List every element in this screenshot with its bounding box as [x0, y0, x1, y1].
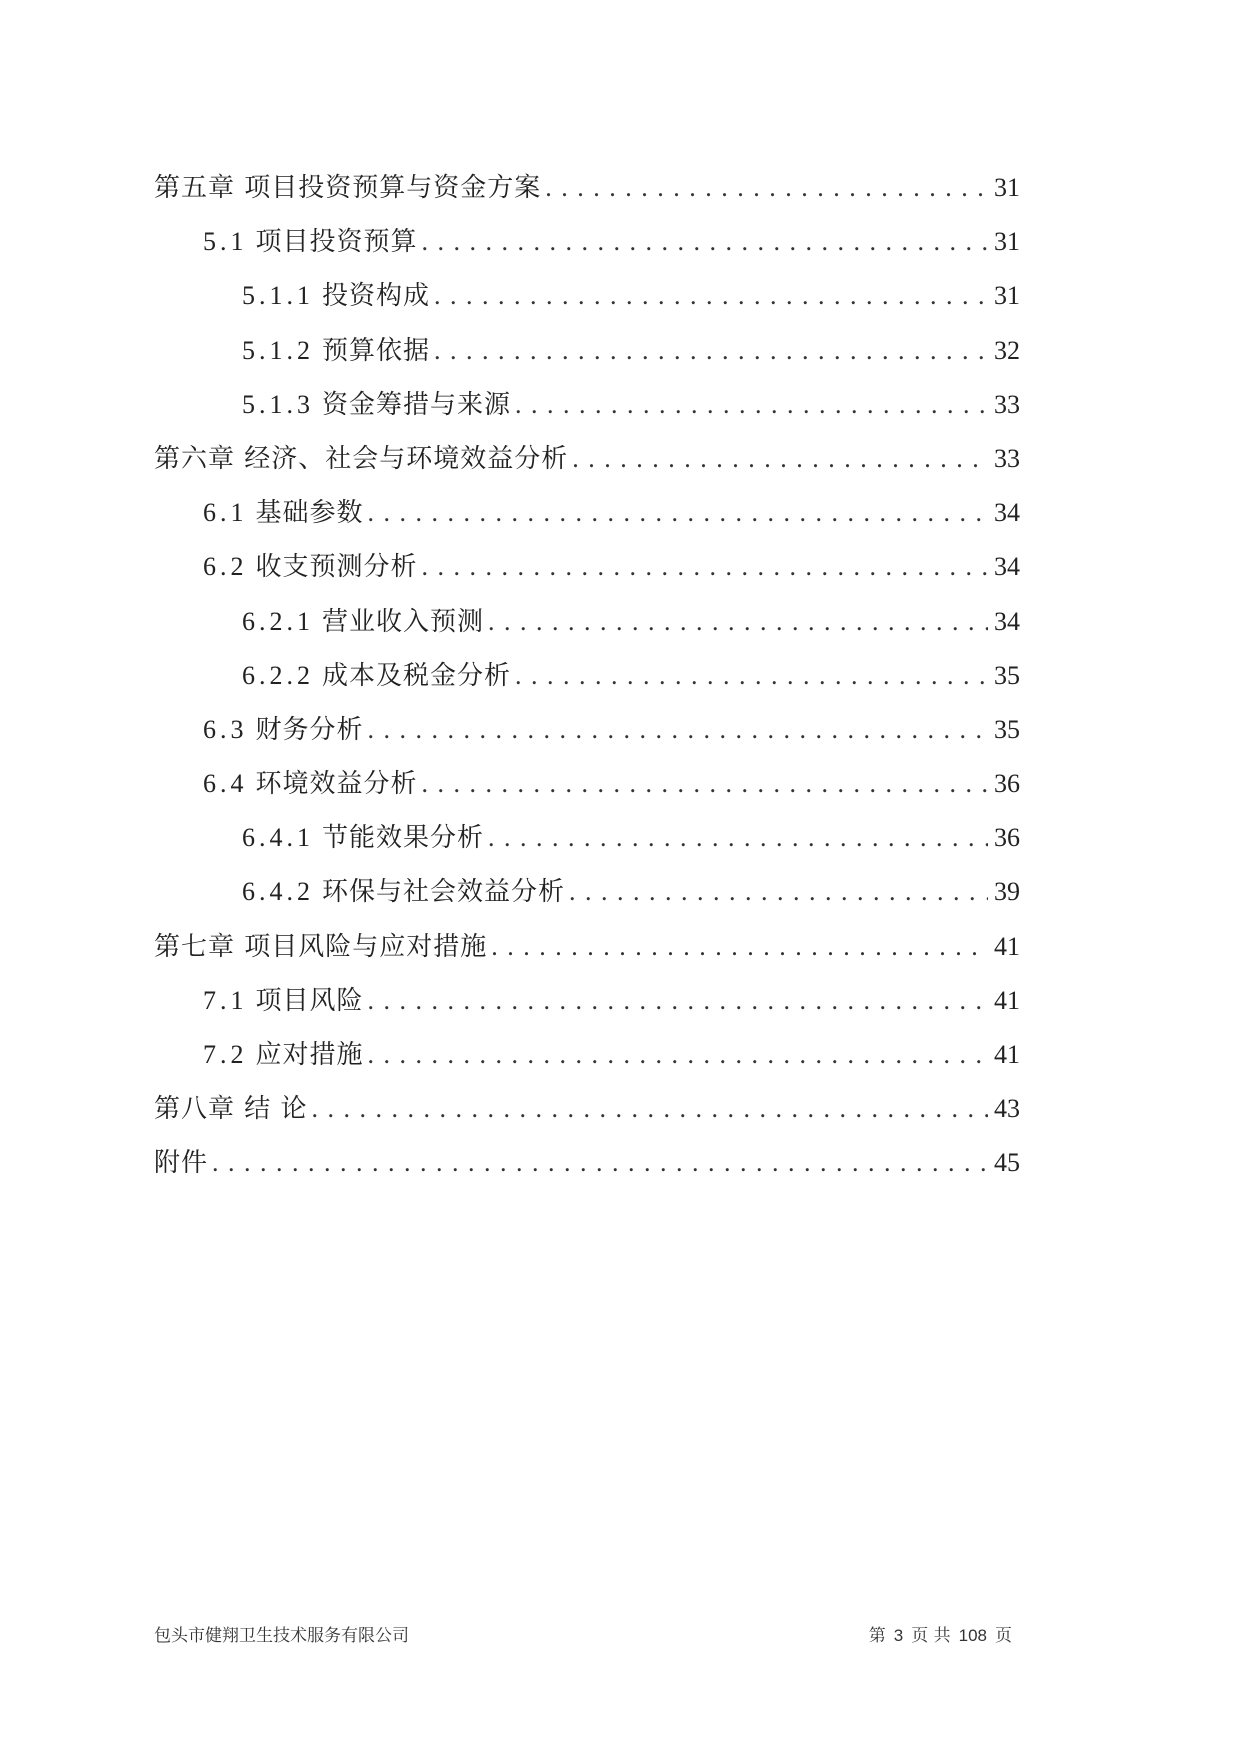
- toc-entry-title: 第五章 项目投资预算与资金方案: [154, 173, 542, 203]
- toc-entry[interactable]: [154, 811, 1020, 865]
- toc-entry-page: 35: [994, 714, 1020, 744]
- toc-entry-page: 41: [994, 931, 1020, 961]
- toc-entry-page: 41: [994, 985, 1020, 1015]
- toc-entry-number: 6.1: [203, 498, 248, 528]
- toc-dot-leader: [434, 324, 988, 378]
- toc-entry[interactable]: [154, 865, 1020, 919]
- toc-entry-title: 应对措施: [255, 1040, 364, 1070]
- toc-entry-number: 7.1: [203, 985, 248, 1015]
- toc-entry[interactable]: [154, 974, 1020, 1028]
- toc-dot-leader: [572, 432, 988, 486]
- footer-page-total: 108: [958, 1626, 987, 1645]
- toc-entry-title: 基础参数: [255, 498, 364, 529]
- toc-entry-title: 第八章 结 论: [154, 1094, 308, 1125]
- toc-dot-leader: [488, 811, 988, 865]
- toc-entry-title: 成本及税金分析: [322, 660, 512, 691]
- toc-dot-leader: [434, 269, 988, 323]
- toc-entry-page: 34: [994, 552, 1020, 582]
- toc-entry-page: 41: [994, 1040, 1020, 1069]
- toc-entry-title: 项目投资预算: [255, 227, 418, 258]
- toc-entry-number: 6.3: [203, 714, 248, 744]
- footer-page-suffix: 页: [995, 1626, 1012, 1646]
- toc-entry-title: 第六章 经济、社会与环境效益分析: [154, 443, 569, 474]
- toc-entry[interactable]: [154, 161, 1020, 215]
- toc-entry[interactable]: [154, 324, 1020, 378]
- toc-entry[interactable]: [154, 649, 1020, 703]
- toc-entry[interactable]: [154, 432, 1020, 486]
- toc-entry-number: 6.2.2: [242, 660, 314, 690]
- toc-entry-page: 31: [994, 173, 1020, 202]
- toc-entry[interactable]: [154, 1082, 1020, 1136]
- footer-page-current: 3: [893, 1626, 904, 1645]
- toc-dot-leader: [488, 595, 988, 649]
- toc-entry[interactable]: [154, 757, 1020, 811]
- toc-entry-page: 34: [994, 606, 1020, 636]
- toc-entry[interactable]: [154, 486, 1020, 540]
- toc-dot-leader: [491, 920, 988, 974]
- footer-page-prefix: 第: [868, 1626, 886, 1646]
- toc-entry-title: 营业收入预测: [322, 606, 485, 637]
- toc-dot-leader: [422, 215, 988, 269]
- toc-entry-number: 5.1.2: [242, 335, 314, 365]
- toc-entry-page: 43: [994, 1094, 1020, 1124]
- toc-entry[interactable]: [154, 1136, 1020, 1190]
- toc-entry-page: 34: [994, 498, 1020, 528]
- page-footer: [154, 1621, 1014, 1646]
- toc-dot-leader: [545, 161, 988, 215]
- toc-entry-number: 5.1: [203, 227, 248, 257]
- toc-entry[interactable]: [154, 595, 1020, 649]
- toc-entry[interactable]: [154, 269, 1020, 323]
- toc-entry-page: 31: [994, 281, 1020, 311]
- toc-entry-title: 资金筹措与来源: [322, 389, 512, 420]
- toc-entry-title: 环境效益分析: [255, 769, 418, 800]
- toc-entry[interactable]: [154, 920, 1020, 974]
- toc-entry-title: 环保与社会效益分析: [322, 877, 566, 908]
- toc-dot-leader: [368, 703, 988, 757]
- toc-entry-page: 33: [994, 443, 1020, 473]
- toc-dot-leader: [312, 1082, 988, 1136]
- toc-entry-number: 6.2.1: [242, 606, 314, 636]
- footer-company-name: 包头市健翔卫生技术服务有限公司: [154, 1626, 409, 1646]
- toc-entry[interactable]: [154, 540, 1020, 594]
- toc-entry-title: 财务分析: [255, 714, 364, 745]
- toc-entry-number: 6.4.1: [242, 823, 314, 853]
- footer-page-mid: 页 共: [911, 1626, 951, 1646]
- toc-dot-leader: [422, 757, 988, 811]
- toc-entry-page: 33: [994, 389, 1020, 419]
- toc-entry-number: 5.1.3: [242, 389, 314, 419]
- toc-entry[interactable]: [154, 378, 1020, 432]
- toc-entry-page: 39: [994, 877, 1020, 907]
- toc-dot-leader: [515, 649, 988, 703]
- toc-dot-leader: [368, 1028, 988, 1082]
- toc-entry-number: 6.2: [203, 552, 248, 582]
- toc-entry-page: 36: [994, 823, 1020, 853]
- toc-entry[interactable]: [154, 1028, 1020, 1082]
- toc-entry[interactable]: [154, 215, 1020, 269]
- toc-dot-leader: [569, 865, 988, 919]
- toc-entry-number: 5.1.1: [242, 281, 314, 311]
- toc-entry-page: 31: [994, 227, 1020, 257]
- table-of-contents: [154, 161, 1020, 1191]
- toc-entry-title: 收支预测分析: [255, 552, 418, 583]
- toc-entry-title: 项目风险: [255, 985, 364, 1016]
- toc-entry-title: 第七章 项目风险与应对措施: [154, 931, 488, 962]
- toc-entry-page: 36: [994, 769, 1020, 799]
- toc-entry-page: 35: [994, 660, 1020, 690]
- toc-entry-title: 节能效果分析: [322, 823, 485, 854]
- toc-dot-leader: [515, 378, 988, 432]
- toc-entry-number: 6.4: [203, 769, 248, 799]
- toc-dot-leader: [422, 540, 988, 594]
- toc-dot-leader: [368, 486, 988, 540]
- toc-entry-number: 6.4.2: [242, 877, 314, 907]
- toc-entry-title: 附件: [154, 1148, 209, 1179]
- footer-page-number: [867, 1621, 1014, 1646]
- toc-dot-leader: [212, 1136, 988, 1190]
- toc-entry-page: 32: [994, 335, 1020, 365]
- toc-dot-leader: [368, 974, 988, 1028]
- toc-entry[interactable]: [154, 703, 1020, 757]
- toc-entry-title: 投资构成: [322, 281, 431, 312]
- toc-entry-page: 45: [994, 1148, 1020, 1178]
- toc-entry-title: 预算依据: [322, 335, 431, 366]
- toc-entry-number: 7.2: [203, 1040, 248, 1069]
